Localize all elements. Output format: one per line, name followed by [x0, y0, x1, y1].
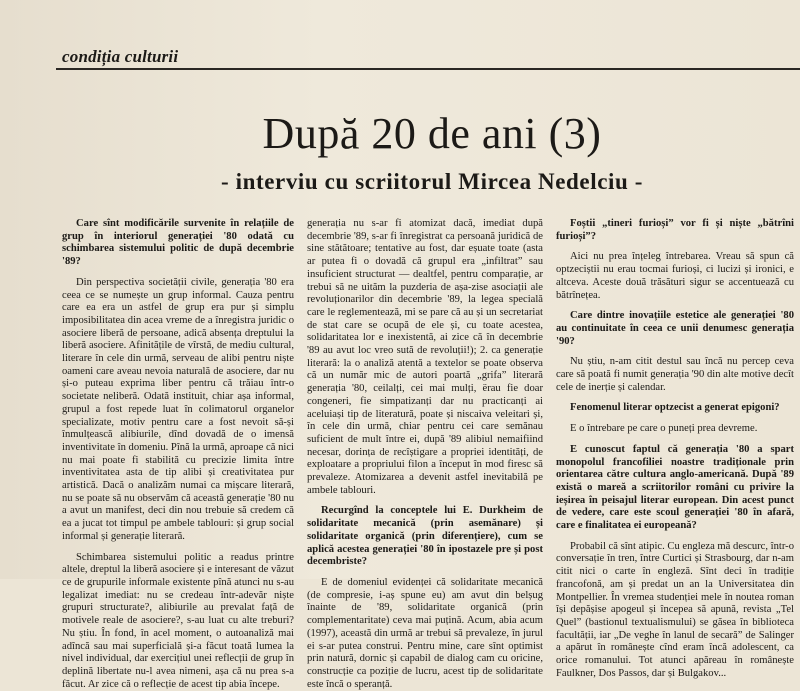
- interview-answer: E de domeniul evidenței că solidaritate mecanică (de compresie, i-aș spune eu) am avut din belșug înainte de '89, solidaritate organică (prin complementaritate) ceva mai puțină. Acum, abia acum (1997), această din urmă ar trebui să prevaleze, în jurul ei s-ar putea construi. Pentru mine, care sînt optimist prin natură, dornic și capabil de dialog cam cu oricine, construcție ca poziție de lucru, acest tip de solidaritate este încă o speranță.: [307, 576, 543, 690]
- interview-question: Care dintre inovațiile estetice ale generației '80 au continuitate în ceea ce unii denumesc generația '90?: [556, 310, 794, 347]
- text-column-1: [62, 218, 294, 690]
- headline: După 20 de ani (3): [262, 109, 602, 158]
- interview-question: Foștii „tineri furioși” vor fi și niște „bătrîni furioși”?: [556, 218, 794, 242]
- text-column-2: [307, 218, 543, 690]
- interview-question: Care sînt modificările survenite în relațiile de grup în interiorul generației '80 odată cu schimbarea sistemului politic de după decembrie '89?: [62, 218, 294, 268]
- text-column-3: [556, 218, 794, 679]
- interview-answer: Din perspectiva societății civile, generația '80 era ceea ce se numește un grup informal. Cauza pentru care ea era un astfel de grup era pur și simplu imposibilitatea din acea vreme de a înregistra juridic o asociere liberă de persoane, adică absența dreptului la liberă asociere. Afinitățile de vîrstă, de mediu cultural, literare în cele din urmă, serveau de alibi pentru niște oameni care aveau nevoia naturală de asociere, dar nu și-o puteau exprima liber pentru că trăiau într-o societate neliberă. Odată instituit, chiar așa informal, grupul a fost repede luat în colimatorul organelor specializate, motiv pentru care a fost nevoit să-și înmulțească alibiurile, dînd dovadă de o imensă inventivitate în domeniu. Pînă la urmă, aproape că nici nu mai poate fi stabilită cu precizie limita între inventivitatea asta de tip alibi și creativitatea pur artistică. Dacă o analizăm numai ca mișcare literară, nu se poate să nu observăm că această generație '80 nu a avut un manifest, deci din nou trebuie să credem că ea a jucat tot timpul pe ambele tablouri: și grup social informal și generație literară.: [62, 276, 294, 542]
- interview-question: E cunoscut faptul că generația '80 a spart monopolul francofiliei noastre tradiționale prin orientarea către cultura anglo-americană. După '89 există o mareă a scriitorilor români cu privire la ieșirea în peisajul literar european. Din acest punct de vedere, care este scoul generației '80 în afară, care e finalitatea ei europeană?: [556, 443, 794, 532]
- interview-answer: Schimbarea sistemului politic a readus printre altele, dreptul la liberă asociere și e interesant de văzut ce de grupurile informale existente pînă atunci nu s-au legalizat imediat: nu se credeau într-adevăr niște grupuri structurate?, alibiurile au prevalat față de motivele reale de asociere?, s-au luat cu alte treburi? Nu știu. În fond, în acel moment, o autoanaliză mai adîncă sau mai superficială și-a făcut toată lumea la nivel individual, dar exercițiul unei reflecții de grup în deplină libertate nu-l avea nimeni, așa că nu prea s-a făcut. Ar zice că o reflecție de acest tip abia începe.: [62, 551, 294, 690]
- subheadline: - interviu cu scriitorul Mircea Nedelciu -: [220, 169, 644, 194]
- interview-answer: E o întrebare pe care o puneți prea devreme.: [570, 423, 758, 435]
- interview-question: Fenomenul literar optzecist a generat epigoni?: [570, 402, 780, 414]
- answer-continuation: generația nu s-ar fi atomizat dacă, imediat după decembrie '89, s-ar fi înregistrat ca persoană juridică de sine stătătoare; tentative au fost, dar eșuate toate (asta ar putea fi o dovadă că grupul era „infiltrat” sau insuficient structurat — dealtfel, pentru comparație, ar trebui să ne uităm la puzderia de așa-zise asociații ale revoluționarilor din decembrie '89, la legea specială care le reglementează, mi se pare că au și un secretariat de stat care se ocupă de ele și, cu toate acestea, solidaritatea lor e inexistentă, ai zice că în decembrie '89 au avut loc vreo sută de revoluții!); 2. ca generație literară: la o analiză atentă a textelor se poate observa că un număr mic de autori poartă „grifa” literară generația '80, ceilalți, cei mai mulți, ërau fie doar congeneri, fie simpatizanți dar nu practicanți ai aceluiași tip de literatură, poate și niscaiva veleitari și, în cele din urmă, chiar pentru cei care semănau suficient de mult între ei, după '89 alibiul nemaifiind necesar, dorința de recîștigare a propriei identități, de exploatare a propriului filon a început în mod firesc să prevaleze. Atomizarea a devenit astfel inevitabilă pe ambele tablouri.: [307, 218, 543, 496]
- interview-answer: Aici nu prea înțeleg întrebarea. Vreau să spun că optzeciștii nu erau tocmai furioși, ci lucizi și ironici, e altceva. Aceste două trăsături sigur se accentuează cu bătrînețea.: [556, 251, 794, 301]
- interview-answer: Probabil că sînt atipic. Cu engleza mă descurc, într-o conversație în tren, între Curtici și Strasbourg, dar n-am citit nici o carte în engleză. Sînt deci în tradiție francofonă, am și predat un an la Universitatea din Montpellier. În vremea studenției mele în noutea roman își depășise apogeul și începea să apună, revista „Tel Quel” (bastionul textualismului) se găsea în biblioteca facultății, iar „De veghe în lanul de secară” de Salinger a apărut în românește cînd eram încă adolescent, ca orice romanului. Tot atunci apăreau în românește Faulkner, Dos Passos, dar și Bulgakov...: [556, 540, 794, 679]
- section-label: condiția culturii: [62, 47, 179, 66]
- header-rule: [56, 68, 800, 70]
- interview-question: Recurgînd la conceptele lui E. Durkheim de solidaritate mecanică (prin asemănare) și solidaritate organică (prin diferențiere), cum se aplică acestea generației '80 în ipostazele pre și post decembriste?: [307, 505, 543, 568]
- interview-answer: Nu știu, n-am citit destul sau încă nu percep ceva care să poată fi numit generația '90 din alte motive decît cele de inerție și calendar.: [556, 356, 794, 393]
